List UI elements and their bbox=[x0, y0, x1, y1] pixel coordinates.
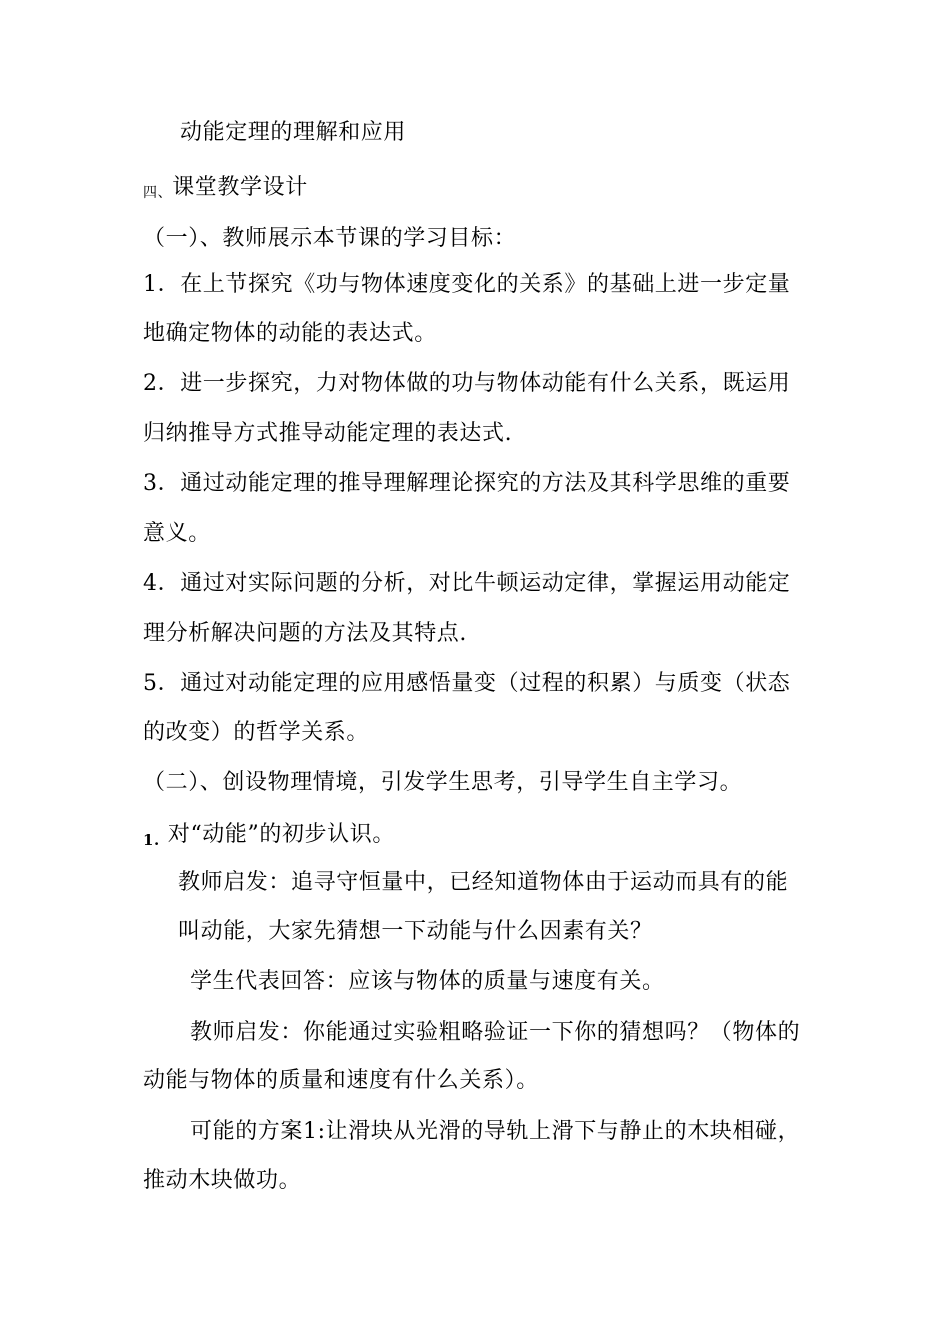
teacher-prompt-2-line-2: 动能与物体的质量和速度有什么关系）。 bbox=[143, 1068, 539, 1093]
objective-2-line-1: 2．进一步探究，力对物体做的功与物体动能有什么关系，既运用 bbox=[143, 371, 791, 396]
item-1-heading bbox=[143, 820, 395, 855]
objective-1-line-2: 地确定物体的动能的表达式。 bbox=[143, 321, 437, 346]
section-number: 四、 bbox=[143, 185, 173, 201]
objective-4-line-2: 理分析解决问题的方法及其特点. bbox=[143, 621, 467, 646]
section-title: 课堂教学设计 bbox=[172, 175, 308, 200]
section-heading-4 bbox=[143, 173, 308, 208]
subsection-heading-2: （二）、创设物理情境，引发学生思考，引导学生自主学习。 bbox=[143, 770, 743, 795]
objective-3-line-1: 3．通过动能定理的推导理解理论探究的方法及其科学思维的重要 bbox=[143, 471, 791, 496]
teacher-prompt-line-2: 叫动能，大家先猜想一下动能与什么因素有关？ bbox=[178, 919, 653, 944]
subsection-heading-1: （一）、教师展示本节课的学习目标： bbox=[143, 226, 517, 251]
topic-line: 动能定理的理解和应用 bbox=[180, 120, 407, 145]
item-number: 1. bbox=[143, 831, 160, 849]
objective-5-line-1: 5．通过对动能定理的应用感悟量变（过程的积累）与质变（状态 bbox=[143, 671, 791, 696]
plan-1-line-2: 推动木块做功。 bbox=[143, 1168, 302, 1193]
objective-4-line-1: 4．通过对实际问题的分析，对比牛顿运动定律，掌握运用动能定 bbox=[143, 571, 791, 596]
objective-3-line-2: 意义。 bbox=[143, 521, 211, 546]
teacher-prompt-line-1: 教师启发：追寻守恒量中，已经知道物体由于运动而具有的能 bbox=[178, 870, 789, 895]
item-title: 对“动能”的初步认识。 bbox=[167, 822, 395, 847]
objective-5-line-2: 的改变）的哲学关系。 bbox=[143, 720, 370, 745]
plan-1-line-1: 可能的方案1:让滑块从光滑的导轨上滑下与静止的木块相碰， bbox=[190, 1119, 801, 1144]
objective-1-line-1: 1．在上节探究《功与物体速度变化的关系》的基础上进一步定量 bbox=[143, 272, 791, 297]
objective-2-line-2: 归纳推导方式推导动能定理的表达式. bbox=[143, 421, 513, 446]
teacher-prompt-2-line-1: 教师启发：你能通过实验粗略验证一下你的猜想吗？（物体的 bbox=[190, 1020, 801, 1045]
student-answer: 学生代表回答：应该与物体的质量与速度有关。 bbox=[190, 969, 665, 994]
